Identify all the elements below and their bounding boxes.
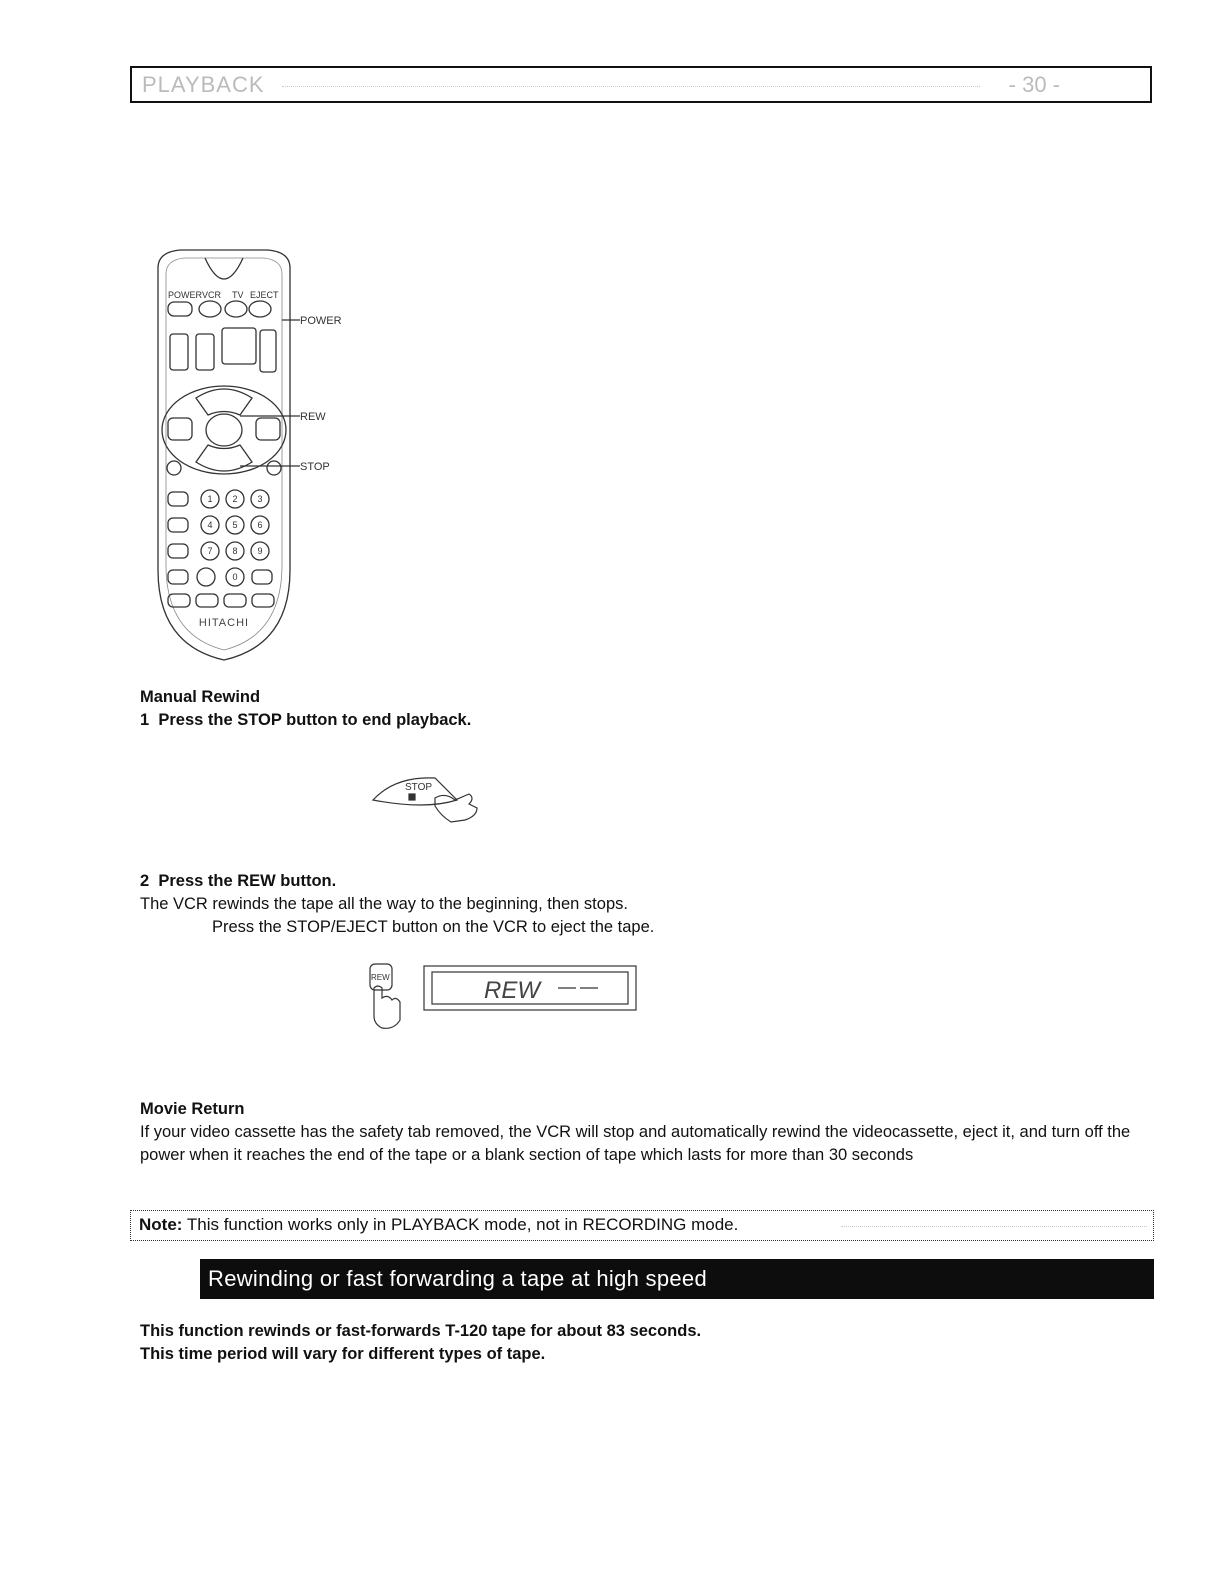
movie-return-title: Movie Return (140, 1100, 245, 1118)
remote-label-power: POWER (168, 290, 203, 300)
movie-return-body: If your video cassette has the safety tab removed, the VCR will stop and automatically rewind the videocassette, eject it, and turn off the power when it reaches the end of the tape or a blank section of tape which lasts for more than 30 seconds (140, 1123, 1131, 1164)
remote-label-eject: EJECT (250, 290, 279, 300)
note-box (130, 1210, 1154, 1241)
key-5: 5 (232, 520, 238, 530)
manual-rewind-title: Manual Rewind (140, 688, 261, 706)
callout-rew: REW (300, 411, 326, 423)
note-label: Note: (139, 1215, 183, 1234)
stop-button-label: STOP (405, 782, 433, 793)
note-leader-dots (841, 1226, 1147, 1227)
page-header (130, 66, 1152, 103)
stop-button-illustration (365, 770, 495, 830)
remote-label-tv: TV (232, 290, 244, 300)
key-9: 9 (257, 546, 263, 556)
key-1: 1 (207, 494, 213, 504)
key-0: 0 (232, 572, 238, 582)
step-1-text: 1 Press the STOP button to end playback. (140, 711, 472, 729)
callout-power: POWER (300, 315, 342, 327)
section-heading: Rewinding or fast forwarding a tape at high speed (200, 1259, 1154, 1299)
remote-control-illustration (140, 240, 350, 665)
key-4: 4 (207, 520, 213, 530)
high-speed-line-2: This time period will vary for different types of tape. (140, 1345, 546, 1363)
step-2-body: The VCR rewinds the tape all the way to the beginning, then stops. (140, 895, 628, 913)
step-2-sub: Press the STOP/EJECT button on the VCR to eject the tape. (212, 918, 655, 936)
step-2-text: 2 Press the REW button. (140, 872, 337, 890)
key-8: 8 (232, 546, 238, 556)
key-7: 7 (207, 546, 213, 556)
display-readout: REW (484, 977, 540, 1004)
remote-brand-logo: HITACHI (198, 617, 250, 629)
rew-display-illustration (364, 958, 644, 1040)
section-title: PLAYBACK (142, 72, 265, 97)
page-number: - 30 - (1008, 72, 1060, 97)
note-text: This function works only in PLAYBACK mode, not in RECORDING mode. (182, 1215, 739, 1234)
header-leader-dots (282, 86, 980, 87)
rew-button-label: REW (371, 973, 390, 982)
key-2: 2 (232, 494, 238, 504)
key-6: 6 (257, 520, 263, 530)
key-3: 3 (257, 494, 263, 504)
high-speed-line-1: This function rewinds or fast-forwards T-120 tape for about 83 seconds. (140, 1322, 702, 1340)
remote-label-vcr: VCR (202, 290, 222, 300)
callout-stop: STOP (300, 461, 330, 473)
